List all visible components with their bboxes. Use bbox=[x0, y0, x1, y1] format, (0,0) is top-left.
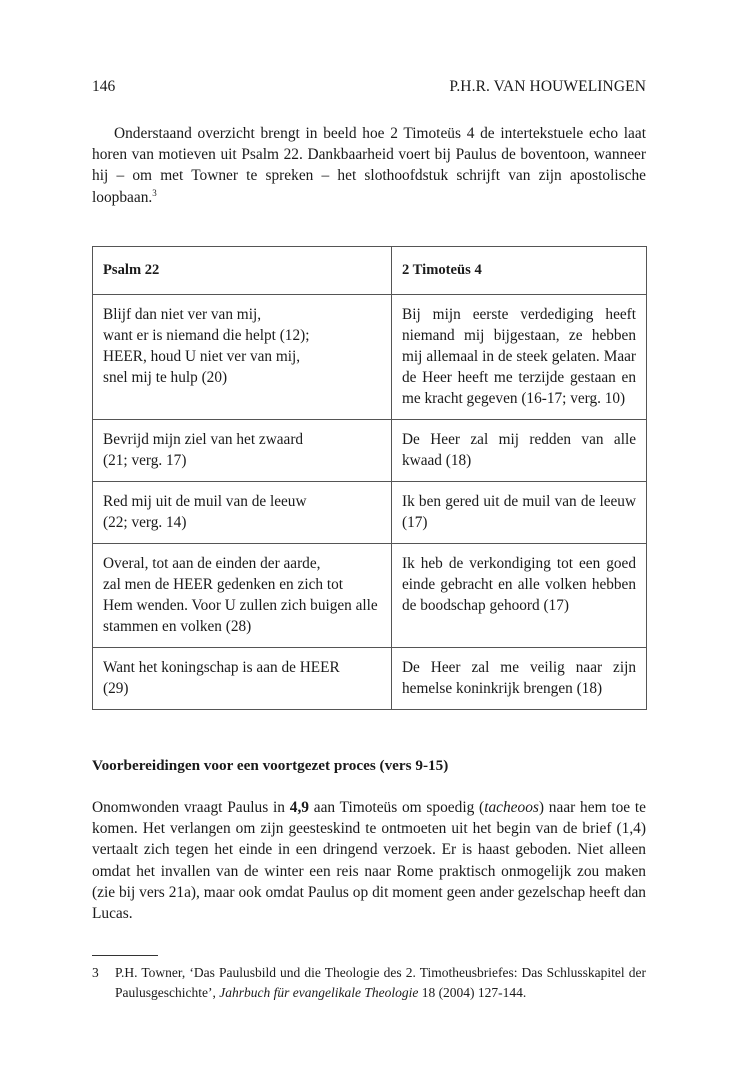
psalm-cell: Blijf dan niet ver van mij, want er is niemand die helpt (12); HEER, houd U niet ver van mij, snel mij te hulp (20) bbox=[93, 295, 392, 420]
page-header bbox=[92, 78, 646, 100]
table-row bbox=[93, 295, 647, 420]
psalm-cell: Bevrijd mijn ziel van het zwaard (21; verg. 17) bbox=[93, 420, 392, 482]
footnote-text: P.H. Towner, ‘Das Paulusbild und die Theologie des 2. Timotheusbriefes: Das Schlusskapitel der Paulusgeschichte’, Jahrbuch für evangelikale Theologie 18 (2004) 127-144. bbox=[115, 965, 646, 1000]
table-header-row bbox=[93, 247, 647, 295]
greek-term: tacheoos bbox=[484, 799, 539, 816]
table-row bbox=[93, 420, 647, 482]
psalm-cell: Want het koningschap is aan de HEER (29) bbox=[93, 648, 392, 710]
body-paragraph: Onomwonden vraagt Paulus in 4,9 aan Timoteüs om spoedig (tacheoos) naar hem toe te komen. Het verlangen om zijn geesteskind te ontmoeten uit het begin van de brief (1,4) vertaalt zich tegen het einde in een dringend verzoek. Er is haast geboden. Niet alleen omdat het invallen van de winter een reis naar Rome praktisch onmogelijk zou maken (zie bij vers 21a), maar ook omdat Paulus op dit moment geen ander gezelschap heeft dan Lucas. bbox=[92, 799, 646, 923]
footnote-number: 3 bbox=[92, 965, 99, 980]
timothy-cell: Ik heb de verkondiging tot een goed einde gebracht en alle volken hebben de boodschap gehoord (17) bbox=[392, 544, 647, 648]
footnote-divider bbox=[92, 955, 158, 956]
footnote-reference[interactable]: 3 bbox=[152, 187, 157, 198]
column-header-timothy: 2 Timoteüs 4 bbox=[392, 247, 647, 295]
psalm-cell: Red mij uit de muil van de leeuw (22; verg. 14) bbox=[93, 482, 392, 544]
intro-text: Onderstaand overzicht brengt in beeld hoe 2 Timoteüs 4 de intertekstuele echo laat horen van motieven uit Psalm 22. Dankbaarheid voert bij Paulus de boventoon, wanneer hij – om met Towner te spreken – het slothoofdstuk schrijft van zijn apostolische loopbaan. bbox=[92, 125, 646, 206]
footnote bbox=[92, 963, 646, 1003]
section-heading: Voorbereidingen voor een voortgezet proces (vers 9-15) bbox=[92, 757, 449, 774]
comparison-table bbox=[92, 246, 647, 710]
page-number: 146 bbox=[92, 78, 116, 95]
timothy-cell: De Heer zal mij redden van alle kwaad (18) bbox=[392, 420, 647, 482]
running-head: P.H.R. VAN HOUWELINGEN bbox=[449, 78, 646, 95]
table-row bbox=[93, 648, 647, 710]
table-row bbox=[93, 544, 647, 648]
table-row bbox=[93, 482, 647, 544]
psalm-cell: Overal, tot aan de einden der aarde, zal men de HEER gedenken en zich tot Hem wenden. Voor U zullen zich buigen alle stammen en volken (28) bbox=[93, 544, 392, 648]
intro-paragraph bbox=[92, 123, 646, 208]
timothy-cell: De Heer zal me veilig naar zijn hemelse koninkrijk brengen (18) bbox=[392, 648, 647, 710]
timothy-cell: Ik ben gered uit de muil van de leeuw (17) bbox=[392, 482, 647, 544]
journal-title: Jahrbuch für evangelikale Theologie bbox=[219, 985, 419, 1000]
verse-reference: 4,9 bbox=[289, 799, 309, 816]
timothy-cell: Bij mijn eerste verdediging heeft niemand mij bijgestaan, ze hebben mij allemaal in de steek gelaten. Maar de Heer heeft me terzijde gestaan en me kracht gegeven (16-17; verg. 10) bbox=[392, 295, 647, 420]
column-header-psalm: Psalm 22 bbox=[93, 247, 392, 295]
